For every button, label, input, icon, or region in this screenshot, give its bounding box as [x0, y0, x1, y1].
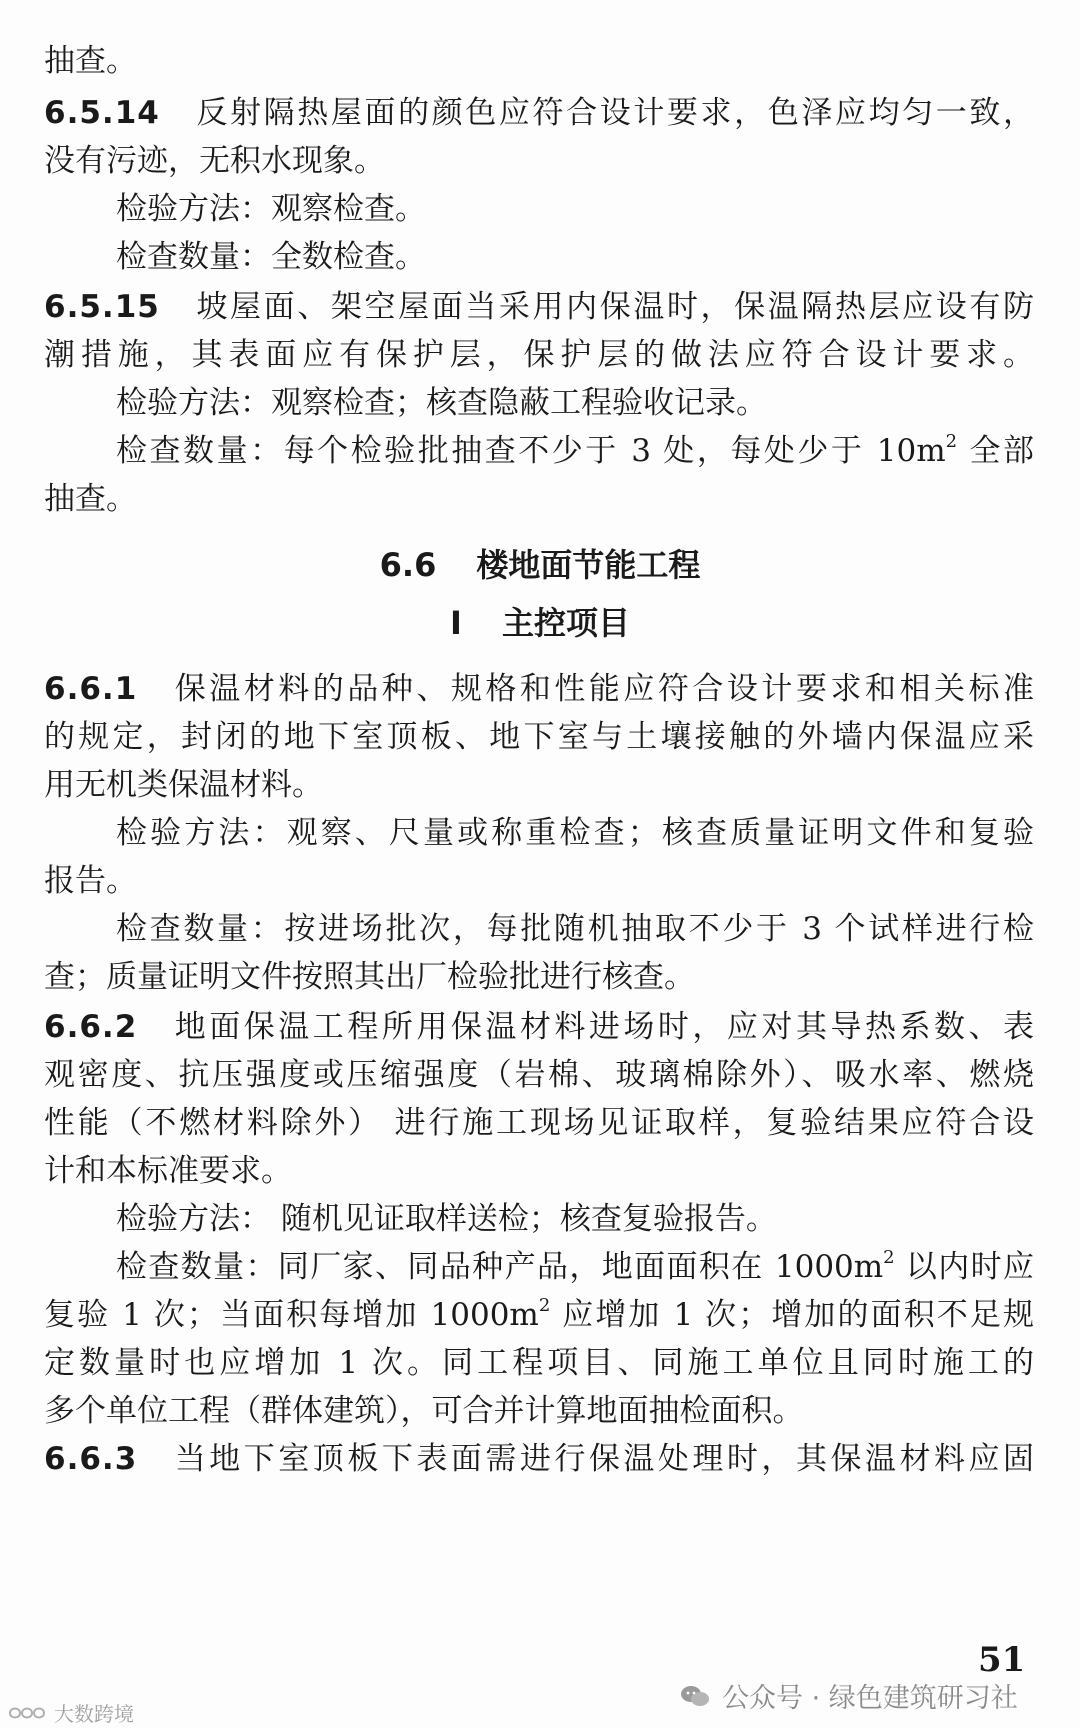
- text-line: 没有污迹，无积水现象。: [44, 143, 385, 179]
- text-line: 定数量时也应增加 1 次。同工程项目、同施工单位且同时施工的: [44, 1345, 1034, 1381]
- clause-number: 6.5.15: [44, 289, 160, 325]
- text-line: 查；质量证明文件按照其出厂检验批进行核查。: [44, 959, 695, 995]
- brand-logo-icon: [6, 1703, 46, 1723]
- text-line: 计和本标准要求。: [44, 1153, 292, 1189]
- watermark-wechat: 公众号 · 绿色建筑研习社: [680, 1676, 1018, 1715]
- text-line: 观密度、抗压强度或压缩强度（岩棉、玻璃棉除外）、吸水率、燃烧: [44, 1057, 1034, 1093]
- text-line: 报告。: [44, 863, 137, 899]
- clause-6-5-15: 6.5.15 坡屋面、架空屋面当采用内保温时，保温隔热层应设有防: [44, 289, 1034, 325]
- subsection-heading: I 主控项目: [450, 604, 630, 642]
- watermark-brand: 大数跨境: [6, 1698, 134, 1727]
- text-line: 的规定，封闭的地下室顶板、地下室与土壤接触的外墙内保温应采: [44, 719, 1034, 755]
- clause-number: 6.6.2: [44, 1009, 138, 1045]
- clause-6-6-1: 6.6.1 保温材料的品种、规格和性能应符合设计要求和相关标准: [44, 671, 1034, 707]
- clause-6-5-14: 6.5.14 反射隔热屋面的颜色应符合设计要求，色泽应均匀一致，: [44, 95, 1034, 131]
- text-line: 抽查。: [44, 43, 137, 79]
- inspection-method: 检验方法：观察、尺量或称重检查；核查质量证明文件和复验: [116, 815, 1034, 851]
- text-line: 潮措施，其表面应有保护层，保护层的做法应符合设计要求。: [44, 337, 1034, 373]
- section-heading: 6.6 楼地面节能工程: [379, 546, 701, 584]
- clause-number: 6.5.14: [44, 95, 160, 131]
- text-line: 性能（不燃材料除外） 进行施工现场见证取样，复验结果应符合设: [44, 1105, 1034, 1141]
- text-line: 复验 1 次；当面积每增加 $1000m^2$ 应增加 1 次；增加的面积不足规: [44, 1295, 1034, 1333]
- inspection-method: 检验方法：观察检查；核查隐蔽工程验收记录。: [116, 385, 767, 421]
- text-line: 用无机类保温材料。: [44, 767, 323, 803]
- text-line: 多个单位工程（群体建筑），可合并计算地面抽检面积。: [44, 1393, 804, 1429]
- text-line: 抽查。: [44, 481, 137, 517]
- page-number: 51: [978, 1640, 1026, 1680]
- wechat-icon: [680, 1684, 710, 1708]
- clause-number: 6.6.1: [44, 671, 138, 707]
- inspection-method: 检验方法： 随机见证取样送检；核查复验报告。: [116, 1201, 777, 1237]
- clause-6-6-3: 6.6.3 当地下室顶板下表面需进行保温处理时，其保温材料应固: [44, 1441, 1034, 1477]
- clause-6-6-2: 6.6.2 地面保温工程所用保温材料进场时，应对其导热系数、表: [44, 1009, 1034, 1045]
- inspection-quantity: 检查数量：按进场批次，每批随机抽取不少于 3 个试样进行检: [116, 911, 1034, 947]
- inspection-quantity: 检查数量：全数检查。: [116, 239, 426, 275]
- inspection-method: 检验方法：观察检查。: [116, 191, 426, 227]
- inspection-quantity: 检查数量：同厂家、同品种产品，地面面积在 $1000m^2$ 以内时应: [116, 1247, 1035, 1285]
- inspection-quantity: 检查数量：每个检验批抽查不少于 3 处，每处少于 $10m^2$ 全部: [116, 431, 1035, 469]
- clause-number: 6.6.3: [44, 1441, 138, 1477]
